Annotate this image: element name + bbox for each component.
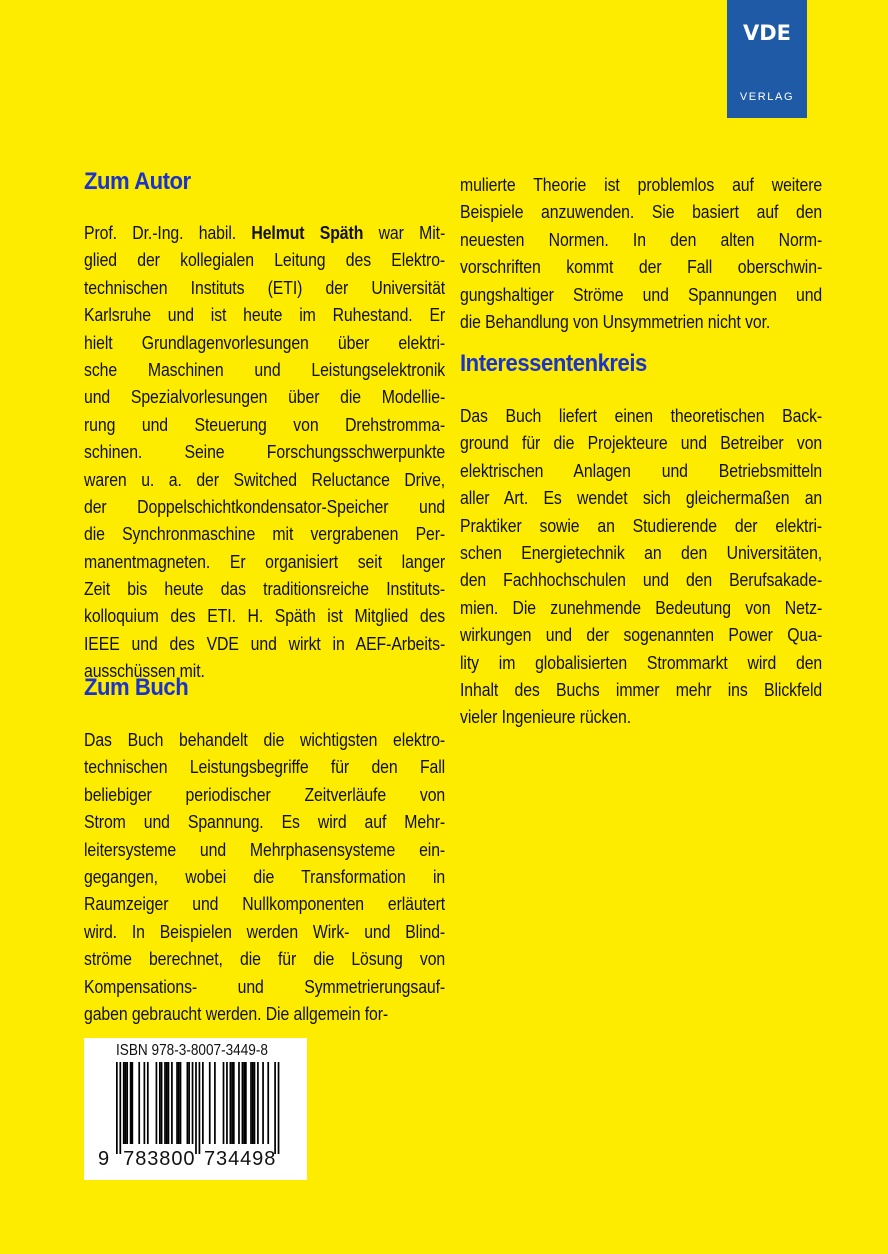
audience-paragraph [460, 402, 822, 731]
barcode-bar [199, 1062, 201, 1154]
barcode-bar [243, 1062, 245, 1144]
text-line: mulierte Theorie ist problemlos auf weitere [460, 174, 823, 195]
text-line: Praktiker sowie an Studierende der elektri- [460, 514, 823, 536]
text-line: ausschüssen mit. [84, 660, 205, 682]
barcode-bar [188, 1062, 190, 1144]
barcode-bar [176, 1062, 178, 1144]
text-line: Raumzeiger und Nullkomponenten erläutert [84, 893, 446, 915]
text-line: aller Art. Es wendet sich gleichermaßen an [460, 487, 823, 509]
barcode-bar [125, 1062, 127, 1144]
text-line: der Doppelschichtkondensator-Speicher und [84, 495, 446, 517]
text-line: wird. In Beispielen werden Wirk- und Blind- [84, 920, 446, 942]
text-line: den Fachhochschulen und den Berufsakade- [460, 569, 823, 591]
text-line: rung und Steuerung von Drehstromma- [84, 413, 446, 435]
barcode-bar [178, 1062, 180, 1144]
text-line: glied der kollegialen Leitung des Elektro- [84, 249, 446, 271]
heading-zum-autor: Zum Autor [84, 168, 191, 195]
author-name: Helmut Späth [251, 222, 364, 243]
text-line: leitersysteme und Mehrphasensysteme ein- [84, 838, 446, 860]
book-paragraph [84, 726, 445, 1027]
text-line: Karlsruhe und ist heute im Ruhestand. Er [84, 304, 446, 326]
text-line: hielt Grundlagenvorlesungen über elektri- [84, 331, 446, 353]
ean-digit: 8 [135, 1148, 147, 1170]
logo-verlag-text: VERLAG [739, 91, 795, 103]
barcode-bar [192, 1062, 194, 1144]
text-line: gungshaltiger Ströme und Spannungen und [460, 283, 823, 305]
logo-vde-text: VDE [742, 21, 792, 45]
ean-digit: 8 [159, 1148, 171, 1170]
text-line: Prof. Dr.-Ing. habil. Helmut Späth war Mit- [84, 222, 446, 243]
barcode-bar [144, 1062, 146, 1144]
text-line: die Behandlung von Unsymmetrien nicht vor. [460, 310, 771, 332]
barcode-bar [245, 1062, 247, 1144]
barcode-bar [147, 1062, 149, 1144]
ean-digit: 9 [98, 1148, 110, 1170]
barcode-bar [116, 1062, 118, 1154]
text-line: Strom und Spannung. Es wird auf Mehr- [84, 811, 446, 833]
ean-digit: 0 [171, 1148, 183, 1170]
barcode-bar [119, 1062, 121, 1154]
barcode-bar [187, 1062, 189, 1144]
text-line: sche Maschinen und Leistungselektronik [84, 358, 446, 380]
text-line: schinen. Seine Forschungsschwerpunkte [84, 441, 446, 463]
text-line: Inhalt des Buchs immer mehr ins Blickfeld [460, 678, 823, 700]
barcode-bar [161, 1062, 163, 1144]
text-line: Zeit bis heute das traditionsreiche Instituts- [84, 578, 446, 600]
barcode-bar [252, 1062, 254, 1144]
ean-digit: 7 [123, 1148, 135, 1170]
text-line: kolloquium des ETI. H. Späth ist Mitglied des [84, 605, 446, 627]
barcode-bar [223, 1062, 225, 1144]
text-line: und Spezialvorlesungen über die Modellie- [84, 386, 446, 408]
ean-digit: 7 [204, 1148, 216, 1170]
barcode-bar [138, 1062, 140, 1144]
text-line: manentmagneten. Er organisiert seit langer [84, 550, 446, 572]
text-line: mien. Die zunehmende Bedeutung von Netz- [460, 596, 823, 618]
barcode-bar [267, 1062, 269, 1144]
ean-digit: 9 [252, 1148, 264, 1170]
text-line: vorschriften kommt der Fall oberschwin- [460, 256, 823, 278]
heading-zum-buch: Zum Buch [84, 674, 189, 701]
barcode-bar [168, 1062, 170, 1144]
text-line: IEEE und des VDE und wirkt in AEF-Arbeits- [84, 632, 446, 654]
barcode-bar [202, 1062, 204, 1144]
text-line: Das Buch liefert einen theoretischen Back- [460, 405, 823, 426]
text-line: Das Buch behandelt die wichtigsten elektro- [84, 729, 446, 750]
barcode-bar [159, 1062, 161, 1144]
author-paragraph [84, 219, 445, 685]
text-line: technischen Instituts (ETI) der Universität [84, 276, 446, 298]
barcode-bar [233, 1062, 235, 1144]
barcode-bar [262, 1062, 264, 1144]
barcode-bar [230, 1062, 232, 1144]
text-line: wirkungen und der sogenannten Power Qua- [460, 624, 823, 646]
text-line: vieler Ingenieure rücken. [460, 706, 632, 728]
barcode-bar [180, 1062, 182, 1144]
barcode-bar [156, 1062, 158, 1144]
text-line: technischen Leistungsbegriffe für den Fall [84, 756, 446, 778]
isbn-barcode [84, 1038, 307, 1180]
barcode-bar [238, 1062, 240, 1144]
barcode-bar [274, 1062, 276, 1154]
text-line: gegangen, wobei die Transformation in [84, 865, 446, 887]
barcode-bar [214, 1062, 216, 1144]
ean-digits [84, 1148, 307, 1172]
ean-digit: 4 [240, 1148, 252, 1170]
barcode-bar [171, 1062, 173, 1144]
isbn-label: ISBN 978-3-8007-3449-8 [116, 1042, 268, 1059]
ean-digit: 4 [228, 1148, 240, 1170]
text-line: lity im globalisierten Strommarkt wird den [460, 651, 823, 673]
barcode-bar [250, 1062, 252, 1144]
text-line: Kompensations- und Symmetrierungsauf- [84, 975, 446, 997]
ean-digit: 0 [183, 1148, 195, 1170]
barcode-bar [131, 1062, 133, 1144]
heading-interessentenkreis: Interessentenkreis [460, 350, 647, 377]
barcode-bar [254, 1062, 256, 1144]
text-line: ströme berechnet, die für die Lösung von [84, 948, 446, 970]
barcode-bar [226, 1062, 228, 1144]
barcode-bar [164, 1062, 166, 1144]
text-line: ground für die Projekteure und Betreiber von [460, 432, 823, 454]
barcode-bar [130, 1062, 132, 1144]
barcode-bar [126, 1062, 128, 1144]
text-line: waren u. a. der Switched Reluctance Drive, [84, 468, 446, 490]
ean-digit: 8 [264, 1148, 276, 1170]
text-line: die Synchronmaschine mit vergrabenen Per- [84, 523, 446, 545]
vde-verlag-logo [727, 0, 807, 118]
text-line: elektrischen Anlagen und Betriebsmitteln [460, 459, 823, 481]
text-line: schen Energietechnik an den Universitäten, [460, 541, 823, 563]
barcode-bar [278, 1062, 280, 1154]
barcode-bar [242, 1062, 244, 1144]
barcode-bar [209, 1062, 211, 1144]
barcode-bar [257, 1062, 259, 1144]
text-line: neuesten Normen. In den alten Norm- [460, 228, 823, 250]
barcode-bar [123, 1062, 125, 1144]
text-line: Beispiele anzuwenden. Sie basiert auf den [460, 201, 823, 223]
ean-digit: 3 [147, 1148, 159, 1170]
barcode-bar [166, 1062, 168, 1144]
ean-digit: 3 [216, 1148, 228, 1170]
barcode-bar [231, 1062, 233, 1144]
text-line: gaben gebraucht werden. Die allgemein for- [84, 1002, 389, 1024]
text-line: beliebiger periodischer Zeitverläufe von [84, 783, 446, 805]
book-paragraph-continued [460, 171, 822, 335]
barcode-bar [195, 1062, 197, 1154]
